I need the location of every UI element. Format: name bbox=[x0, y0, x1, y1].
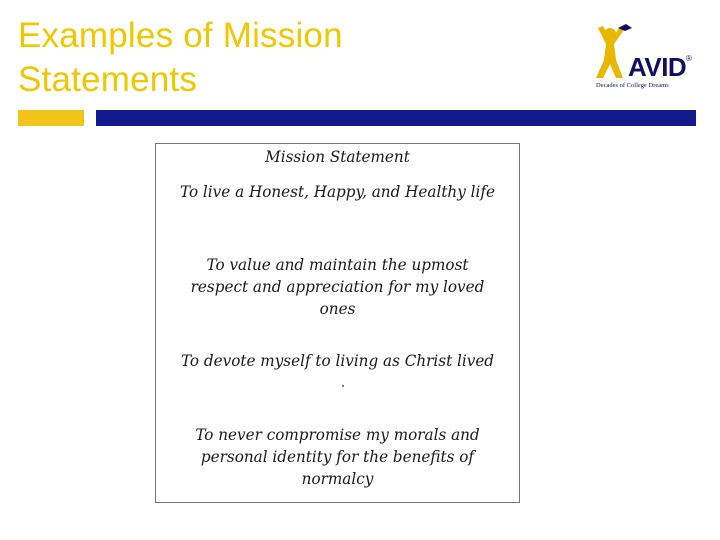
logo-tagline: Decades of College Dreams bbox=[596, 82, 669, 89]
mission-heading: Mission Statement bbox=[265, 147, 410, 166]
slide-title-line-1: Examples of Mission bbox=[18, 16, 343, 55]
mission-statement-card bbox=[155, 143, 520, 503]
accent-bar-yellow bbox=[18, 110, 84, 126]
mission-statement-1: To live a Honest, Happy, and Healthy life bbox=[179, 182, 495, 201]
slide-title bbox=[18, 14, 343, 102]
slide-title-line-2: Statements bbox=[18, 60, 198, 99]
mission-statement-4: To never compromise my morals and personal identity for the benefits of normalcy bbox=[195, 425, 480, 488]
logo-wordmark: AVID bbox=[628, 52, 687, 82]
logo-registered-mark: ® bbox=[686, 54, 692, 63]
mission-statement-2: To value and maintain the upmost respect and appreciation for my loved ones bbox=[190, 255, 485, 318]
avid-logo bbox=[590, 24, 700, 94]
mission-statement-3: To devote myself to living as Christ lived bbox=[180, 351, 495, 370]
stray-dot bbox=[342, 385, 344, 387]
accent-bar-navy bbox=[96, 110, 696, 126]
avid-figure-icon bbox=[592, 24, 632, 80]
